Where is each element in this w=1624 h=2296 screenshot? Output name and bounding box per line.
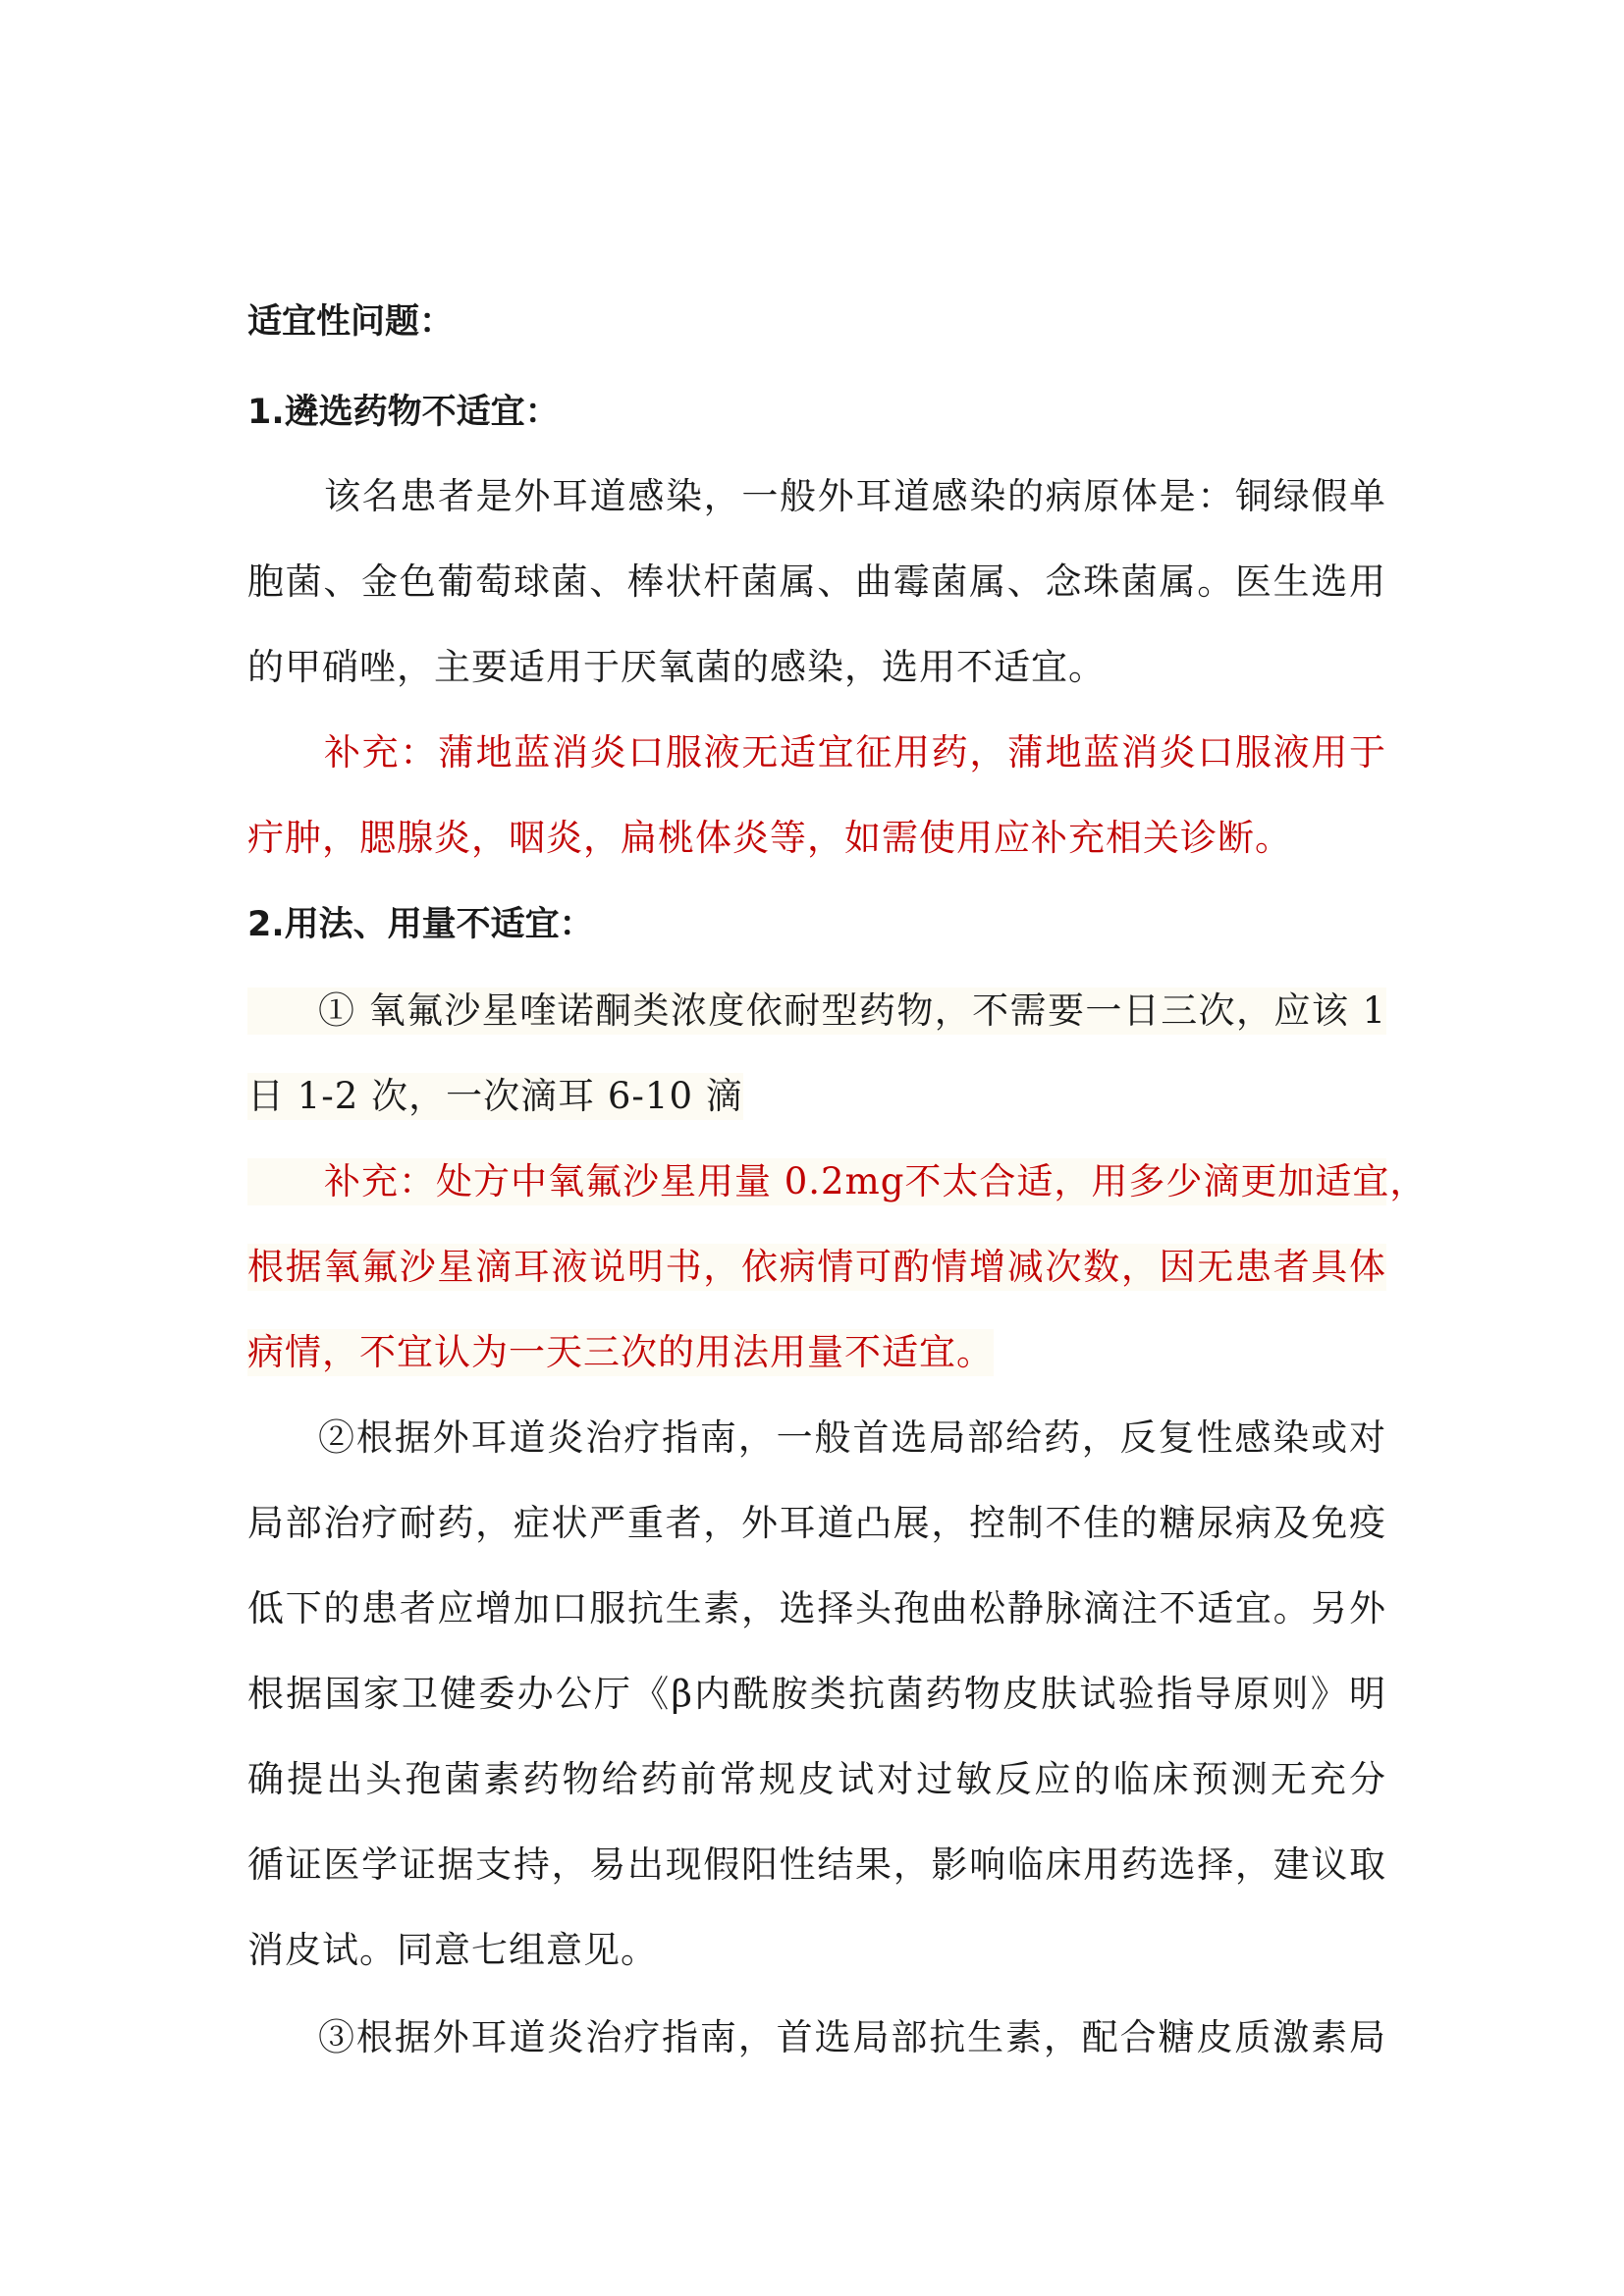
item2-point1-line-2: 日 1-2 次，一次滴耳 6-10 滴: [247, 1073, 743, 1120]
item2-heading: 2.用法、用量不适宜：: [247, 905, 594, 944]
section-title: 适宜性问题：: [247, 302, 455, 342]
item2-point2-line-7: 消皮试。同意七组意见。: [247, 1929, 658, 1971]
item1-body-line-1: 该名患者是外耳道感染，一般外耳道感染的病原体是：铜绿假单: [324, 475, 1386, 517]
item2-point2-line-2: 局部治疗耐药，症状严重者，外耳道凸展，控制不佳的糖尿病及免疫: [247, 1502, 1386, 1544]
item2-point1-supplement-line-3: 病情，不宜认为一天三次的用法用量不适宜。: [247, 1329, 994, 1376]
item2-point1-line-1: ① 氧氟沙星喹诺酮类浓度依耐型药物，不需要一日三次，应该 1: [247, 988, 1386, 1035]
item1-body-line-3: 的甲硝唑，主要适用于厌氧菌的感染，选用不适宜。: [247, 646, 1106, 688]
item2-point1-supplement-line-1: 补充：处方中氧氟沙星用量 0.2mg不太合适，用多少滴更加适宜，: [247, 1158, 1386, 1205]
item2-point2-line-4: 根据国家卫健委办公厅《β内酰胺类抗菌药物皮肤试验指导原则》明: [247, 1673, 1386, 1715]
item2-point1-supplement-line-2: 根据氧氟沙星滴耳液说明书，依病情可酌情增减次数，因无患者具体: [247, 1244, 1386, 1291]
item1-supplement-line-1: 补充：蒲地蓝消炎口服液无适宜征用药，蒲地蓝消炎口服液用于: [324, 731, 1386, 774]
item2-point2-line-6: 循证医学证据支持，易出现假阳性结果，影响临床用药选择，建议取: [247, 1843, 1386, 1886]
item2-point3-line-1: ③根据外耳道炎治疗指南，首选局部抗生素，配合糖皮质激素局: [318, 2016, 1386, 2058]
item1-supplement-line-2: 疔肿，腮腺炎，咽炎，扁桃体炎等，如需使用应补充相关诊断。: [247, 817, 1292, 859]
item2-point2-line-1: ②根据外耳道炎治疗指南，一般首选局部给药，反复性感染或对: [318, 1416, 1386, 1459]
item2-point2-line-3: 低下的患者应增加口服抗生素，选择头孢曲松静脉滴注不适宜。另外: [247, 1587, 1386, 1629]
item1-heading: 1.遴选药物不适宜：: [247, 393, 560, 432]
document-page: [247, 0, 1428, 2296]
item1-body-line-2: 胞菌、金色葡萄球菌、棒状杆菌属、曲霉菌属、念珠菌属。医生选用: [247, 561, 1386, 603]
item2-point2-line-5: 确提出头孢菌素药物给药前常规皮试对过敏反应的临床预测无充分: [247, 1758, 1386, 1800]
